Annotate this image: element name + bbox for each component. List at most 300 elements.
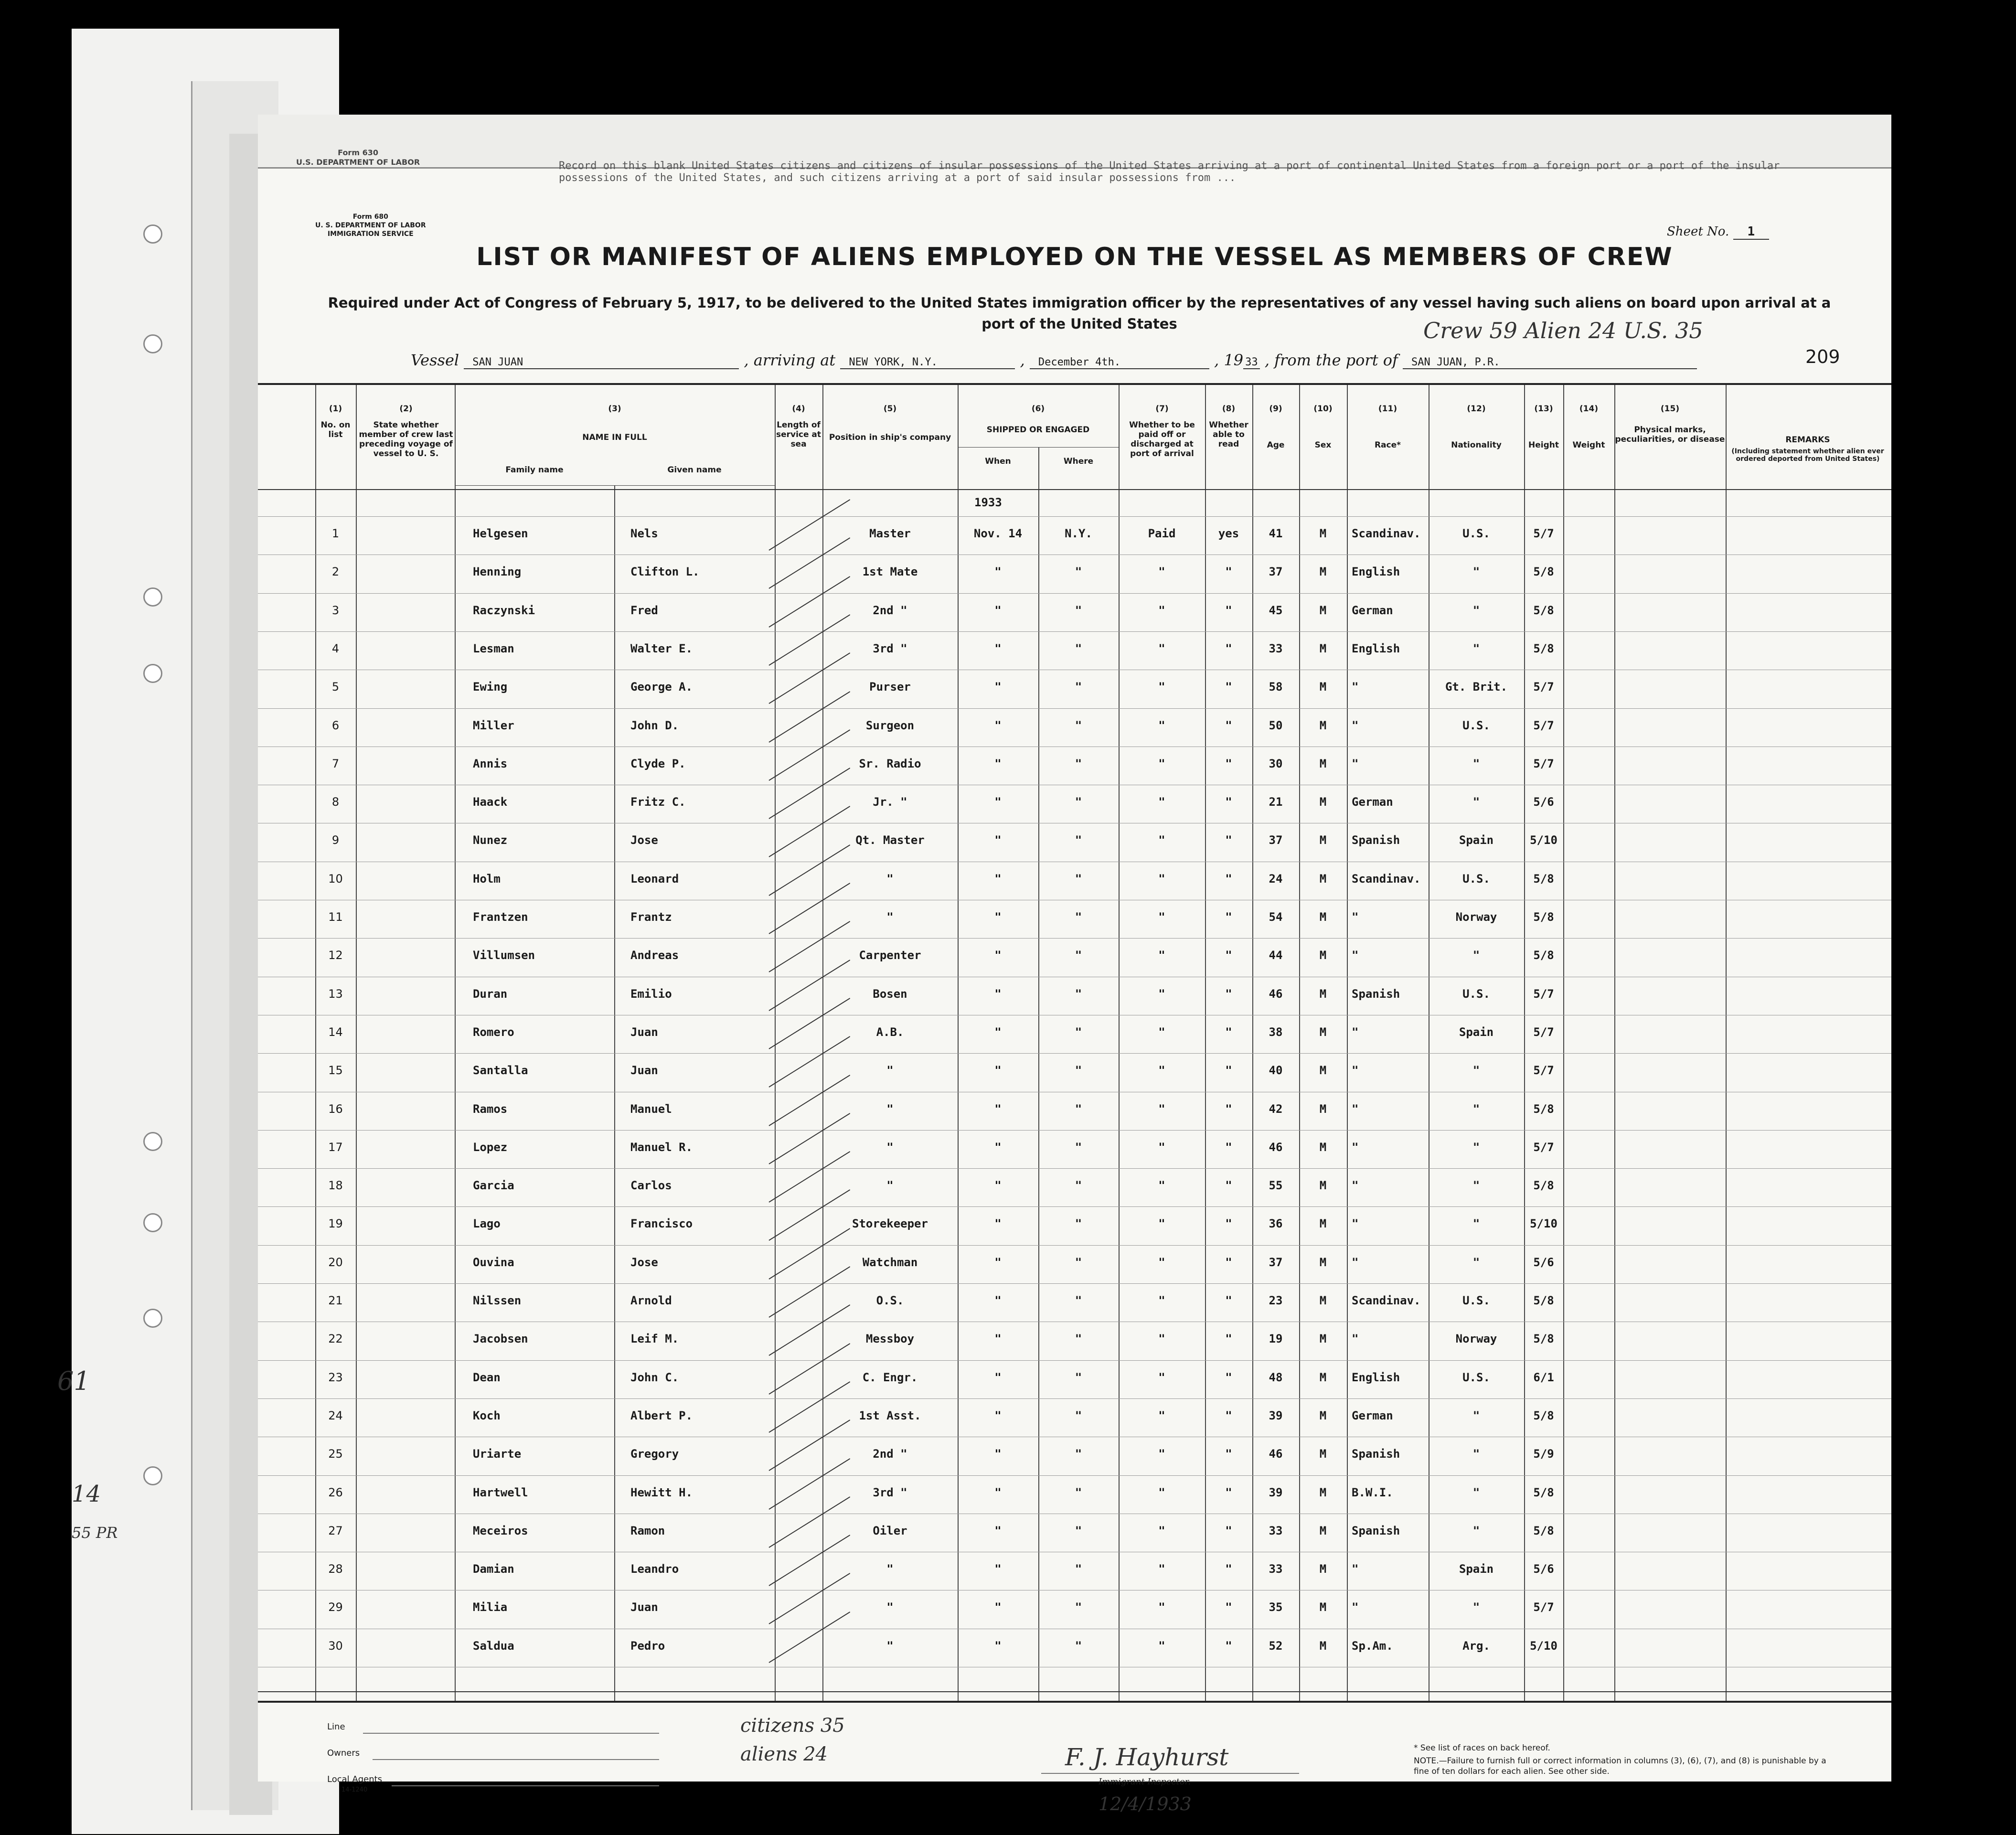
row-family-name: Milia (473, 1600, 508, 1614)
row-position: " (886, 872, 894, 885)
row-nationality: U.S. (1462, 718, 1490, 732)
row-row-number: 3 (331, 603, 340, 617)
row-race: B.W.I. (1352, 1485, 1393, 1499)
row-height: 5/8 (1533, 1102, 1554, 1116)
row-shipped-when: " (994, 872, 1002, 885)
inspector-label: Immigrant Inspector. (1099, 1777, 1191, 1787)
row-nationality: Spain (1459, 833, 1494, 847)
col-no-header: (1) No. on list (320, 404, 351, 439)
row-age: 46 (1269, 1447, 1283, 1461)
row-family-name: Raczynski (473, 603, 535, 617)
row-position: " (886, 1562, 894, 1576)
row-height: 5/7 (1533, 1025, 1554, 1039)
punch-hole (143, 334, 162, 353)
punch-hole (143, 1132, 162, 1151)
row-height: 5/8 (1533, 949, 1554, 962)
row-age: 36 (1269, 1217, 1283, 1231)
row-nationality: " (1472, 1255, 1480, 1269)
row-sex: M (1319, 680, 1327, 694)
row-shipped-where: " (1075, 641, 1082, 655)
punch-hole (143, 1213, 162, 1232)
row-given-name: Arnold (630, 1294, 672, 1307)
row-nationality: " (1472, 1064, 1480, 1078)
row-paid-off: " (1158, 1025, 1165, 1039)
row-paid-off: " (1158, 1332, 1165, 1346)
row-sex: M (1319, 1294, 1327, 1307)
row-paid-off: " (1158, 1447, 1165, 1461)
arrival-year: 33 (1243, 356, 1260, 369)
row-given-name: Nels (630, 527, 658, 540)
row-row-number: 18 (328, 1179, 343, 1193)
footer-races-note: * See list of races on back hereof. (1414, 1743, 1550, 1753)
row-shipped-where: " (1075, 1255, 1082, 1269)
row-race: Spanish (1352, 1447, 1400, 1461)
row-age: 46 (1269, 987, 1283, 1001)
row-able-to-read: " (1225, 910, 1232, 924)
row-row-number: 27 (328, 1524, 343, 1537)
row-sex: M (1319, 1485, 1327, 1499)
row-race: English (1352, 1370, 1400, 1384)
row-race: Scandinav. (1352, 1294, 1421, 1307)
row-row-number: 5 (331, 680, 340, 694)
col-remarks-header: REMARKS (Including statement whether alien ever ordered deported from United States) (1731, 435, 1884, 463)
service-dash (768, 1496, 850, 1548)
footer-agents-label: Local Agents (327, 1774, 383, 1784)
row-position: " (886, 1102, 894, 1116)
row-given-name: Jose (630, 1255, 658, 1269)
row-given-name: Juan (630, 1600, 658, 1614)
row-able-to-read: " (1225, 1217, 1232, 1231)
row-nationality: U.S. (1462, 527, 1490, 540)
row-family-name: Nunez (473, 833, 508, 847)
row-shipped-where: " (1075, 833, 1082, 847)
row-position: Oiler (873, 1524, 907, 1537)
row-height: 5/7 (1533, 1140, 1554, 1154)
row-race: German (1352, 603, 1393, 617)
row-shipped-where: " (1075, 1140, 1082, 1154)
row-family-name: Helgesen (473, 527, 528, 540)
row-height: 5/8 (1533, 641, 1554, 655)
margin-note: 61 (57, 1366, 90, 1396)
row-nationality: U.S. (1462, 1294, 1490, 1307)
row-height: 5/8 (1533, 1332, 1554, 1346)
row-race: " (1352, 1064, 1359, 1078)
row-height: 5/8 (1533, 603, 1554, 617)
row-age: 30 (1269, 757, 1283, 770)
row-family-name: Villumsen (473, 949, 535, 962)
row-shipped-where: " (1075, 757, 1082, 770)
row-nationality: " (1472, 641, 1480, 655)
row-shipped-where: " (1075, 795, 1082, 809)
row-row-number: 9 (331, 833, 340, 847)
service-dash (768, 1611, 850, 1663)
row-age: 46 (1269, 1140, 1283, 1154)
row-height: 5/7 (1533, 1064, 1554, 1078)
row-able-to-read: " (1225, 872, 1232, 885)
service-dash (768, 576, 850, 628)
row-height: 5/10 (1530, 833, 1557, 847)
row-shipped-where: N.Y. (1065, 527, 1092, 540)
row-race: English (1352, 641, 1400, 655)
row-paid-off: " (1158, 1294, 1165, 1307)
row-row-number: 4 (331, 641, 340, 655)
row-able-to-read: " (1225, 1562, 1232, 1576)
row-given-name: Clyde P. (630, 757, 686, 770)
row-nationality: " (1472, 1600, 1480, 1614)
row-sex: M (1319, 872, 1327, 885)
row-height: 5/7 (1533, 680, 1554, 694)
row-age: 23 (1269, 1294, 1283, 1307)
row-age: 41 (1269, 527, 1283, 540)
row-position: " (886, 1140, 894, 1154)
row-able-to-read: " (1225, 795, 1232, 809)
row-race: " (1352, 718, 1359, 732)
row-able-to-read: " (1225, 1639, 1232, 1653)
row-height: 5/7 (1533, 1600, 1554, 1614)
row-paid-off: " (1158, 1064, 1165, 1078)
row-family-name: Garcia (473, 1179, 514, 1193)
row-age: 42 (1269, 1102, 1283, 1116)
row-paid-off: " (1158, 641, 1165, 655)
service-dash (768, 1036, 850, 1088)
footer-owners-label: Owners (327, 1748, 360, 1758)
row-race: German (1352, 795, 1393, 809)
row-family-name: Lago (473, 1217, 501, 1231)
row-height: 5/8 (1533, 1179, 1554, 1193)
row-able-to-read: " (1225, 1294, 1232, 1307)
crew-table (258, 383, 1891, 1703)
row-age: 58 (1269, 680, 1283, 694)
row-sex: M (1319, 949, 1327, 962)
row-given-name: Emilio (630, 987, 672, 1001)
row-race: Spanish (1352, 833, 1400, 847)
row-sex: M (1319, 641, 1327, 655)
row-position: Sr. Radio (859, 757, 921, 770)
punch-hole (143, 1466, 162, 1485)
row-row-number: 23 (328, 1370, 343, 1384)
row-able-to-read: " (1225, 1255, 1232, 1269)
row-given-name: Hewitt H. (630, 1485, 693, 1499)
row-family-name: Damian (473, 1562, 514, 1576)
row-shipped-when: " (994, 1370, 1002, 1384)
crew-count-annotation: Crew 59 Alien 24 U.S. 35 (1423, 318, 1703, 343)
row-shipped-when: " (994, 718, 1002, 732)
row-paid-off: " (1158, 1102, 1165, 1116)
row-paid-off: " (1158, 1408, 1165, 1422)
col-paid-off-header: (7) Whether to be paid off or discharged at port of arrival (1129, 404, 1195, 459)
row-position: 2nd " (873, 1447, 907, 1461)
service-dash (768, 1075, 850, 1126)
row-shipped-when: " (994, 1562, 1002, 1576)
row-age: 38 (1269, 1025, 1283, 1039)
punch-hole (143, 1309, 162, 1328)
row-paid-off: " (1158, 833, 1165, 847)
row-given-name: Pedro (630, 1639, 665, 1653)
row-able-to-read: " (1225, 565, 1232, 579)
row-family-name: Haack (473, 795, 508, 809)
row-position: Jr. " (873, 795, 907, 809)
col-name-header: (3) NAME IN FULL (582, 404, 647, 442)
row-age: 37 (1269, 1255, 1283, 1269)
row-shipped-when: " (994, 680, 1002, 694)
row-nationality: " (1472, 949, 1480, 962)
row-age: 44 (1269, 949, 1283, 962)
col-weight-header: (14) Weight (1572, 404, 1605, 450)
row-paid-off: " (1158, 795, 1165, 809)
row-height: 5/8 (1533, 910, 1554, 924)
row-shipped-where: " (1075, 872, 1082, 885)
row-nationality: " (1472, 1102, 1480, 1116)
row-position: 3rd " (873, 641, 907, 655)
row-given-name: Albert P. (630, 1408, 693, 1422)
row-shipped-where: " (1075, 1485, 1082, 1499)
row-paid-off: " (1158, 1217, 1165, 1231)
row-paid-off: " (1158, 1600, 1165, 1614)
row-family-name: Lopez (473, 1140, 508, 1154)
service-dash (768, 537, 850, 589)
row-age: 33 (1269, 1562, 1283, 1576)
row-sex: M (1319, 833, 1327, 847)
handwritten-citizens-count: citizens 35 (740, 1715, 845, 1737)
row-age: 52 (1269, 1639, 1283, 1653)
row-shipped-when: " (994, 1102, 1002, 1116)
row-shipped-when: " (994, 949, 1002, 962)
row-race: " (1352, 1140, 1359, 1154)
row-position: " (886, 1179, 894, 1193)
row-given-name: Manuel (630, 1102, 672, 1116)
vessel-line: Vessel SAN JUAN , arriving at NEW YORK, N.Y. , December 4th. , 19 33 , from the port of SAN JUAN, P.R. (411, 351, 1891, 369)
row-row-number: 24 (328, 1408, 343, 1422)
page-number: 209 (1805, 346, 1840, 367)
footer-fine-note: NOTE.—Failure to furnish full or correct information in columns (3), (6), (7), and (8) is punishable by a fine of ten dollars for each alien. See other side. (1414, 1756, 1826, 1776)
row-sex: M (1319, 1562, 1327, 1576)
row-shipped-where: " (1075, 987, 1082, 1001)
row-position: 1st Mate (862, 565, 918, 579)
row-shipped-when: " (994, 1064, 1002, 1078)
row-sex: M (1319, 1064, 1327, 1078)
row-height: 5/7 (1533, 987, 1554, 1001)
col-race-header: (11) Race* (1374, 404, 1401, 450)
service-dash (768, 1458, 850, 1510)
row-nationality: " (1472, 1140, 1480, 1154)
sheet-number: Sheet No. 1 (1667, 224, 1769, 239)
row-paid-off: " (1158, 1255, 1165, 1269)
row-able-to-read: " (1225, 1179, 1232, 1193)
row-age: 40 (1269, 1064, 1283, 1078)
row-shipped-when: " (994, 603, 1002, 617)
row-row-number: 17 (328, 1140, 343, 1154)
row-shipped-when: " (994, 1332, 1002, 1346)
punch-hole (143, 664, 162, 683)
row-position: " (886, 1064, 894, 1078)
row-able-to-read: " (1225, 1025, 1232, 1039)
row-race: " (1352, 680, 1359, 694)
form-code: Form 680 U. S. DEPARTMENT OF LABOR IMMIGRATION SERVICE (315, 213, 426, 238)
row-sex: M (1319, 1408, 1327, 1422)
row-sex: M (1319, 757, 1327, 770)
row-paid-off: " (1158, 1639, 1165, 1653)
row-paid-off: " (1158, 603, 1165, 617)
row-row-number: 25 (328, 1447, 343, 1461)
row-shipped-when: " (994, 1447, 1002, 1461)
row-family-name: Jacobsen (473, 1332, 528, 1346)
row-given-name: Carlos (630, 1179, 672, 1193)
col-physical-marks-header: (15) Physical marks, peculiarities, or disease (1615, 404, 1725, 444)
row-nationality: Spain (1459, 1025, 1494, 1039)
row-paid-off: " (1158, 872, 1165, 885)
row-paid-off: " (1158, 1562, 1165, 1576)
row-nationality: Norway (1455, 1332, 1497, 1346)
service-dash (768, 652, 850, 704)
service-dash (768, 844, 850, 896)
row-race: " (1352, 1600, 1359, 1614)
row-given-name: Frantz (630, 910, 672, 924)
row-family-name: Ramos (473, 1102, 508, 1116)
row-nationality: U.S. (1462, 1370, 1490, 1384)
row-shipped-where: " (1075, 1179, 1082, 1193)
row-able-to-read: " (1225, 987, 1232, 1001)
row-row-number: 15 (328, 1064, 343, 1078)
top-form-code: Form 630 U.S. DEPARTMENT OF LABOR (296, 148, 420, 167)
col-shipped-header: (6) SHIPPED OR ENGAGED (986, 404, 1090, 435)
row-age: 48 (1269, 1370, 1283, 1384)
service-dash (768, 1266, 850, 1318)
row-shipped-where: " (1075, 1294, 1082, 1307)
row-race: " (1352, 1255, 1359, 1269)
row-family-name: Nilssen (473, 1294, 522, 1307)
service-dash (768, 1228, 850, 1280)
row-shipped-when: " (994, 1524, 1002, 1537)
row-age: 39 (1269, 1408, 1283, 1422)
row-race: " (1352, 1025, 1359, 1039)
row-nationality: Norway (1455, 910, 1497, 924)
row-nationality: " (1472, 1485, 1480, 1499)
row-race: " (1352, 949, 1359, 962)
row-shipped-when: " (994, 757, 1002, 770)
service-dash (768, 883, 850, 934)
row-position: Storekeeper (852, 1217, 928, 1231)
row-sex: M (1319, 1370, 1327, 1384)
row-height: 5/6 (1533, 1562, 1554, 1576)
row-age: 33 (1269, 1524, 1283, 1537)
row-row-number: 29 (328, 1600, 343, 1614)
service-dash (768, 921, 850, 972)
row-shipped-when: " (994, 641, 1002, 655)
service-dash (768, 1151, 850, 1203)
row-nationality: " (1472, 603, 1480, 617)
row-position: Messboy (865, 1332, 915, 1346)
row-height: 5/6 (1533, 795, 1554, 809)
row-shipped-when: " (994, 1639, 1002, 1653)
col-height-header: (13) Height (1528, 404, 1559, 450)
row-shipped-where: " (1075, 1524, 1082, 1537)
handwritten-aliens-count: aliens 24 (740, 1743, 828, 1765)
row-row-number: 26 (328, 1485, 343, 1499)
row-row-number: 20 (328, 1255, 343, 1269)
row-age: 50 (1269, 718, 1283, 732)
row-shipped-where: " (1075, 603, 1082, 617)
row-row-number: 22 (328, 1332, 343, 1346)
row-row-number: 14 (328, 1025, 343, 1039)
row-shipped-when: " (994, 565, 1002, 579)
row-position: C. Engr. (862, 1370, 918, 1384)
row-sex: M (1319, 987, 1327, 1001)
row-row-number: 13 (328, 987, 343, 1001)
service-dash (768, 806, 850, 858)
row-height: 6/1 (1533, 1370, 1554, 1384)
row-nationality: Gt. Brit. (1445, 680, 1508, 694)
punch-hole (143, 224, 162, 244)
row-shipped-when: " (994, 987, 1002, 1001)
row-sex: M (1319, 527, 1327, 540)
row-sex: M (1319, 1179, 1327, 1193)
row-age: 55 (1269, 1179, 1283, 1193)
row-position: Watchman (862, 1255, 918, 1269)
row-family-name: Hartwell (473, 1485, 528, 1499)
row-row-number: 1 (331, 527, 340, 540)
row-height: 5/6 (1533, 1255, 1554, 1269)
row-able-to-read: " (1225, 1140, 1232, 1154)
row-nationality: Arg. (1462, 1639, 1490, 1653)
row-shipped-when: " (994, 795, 1002, 809)
row-able-to-read: " (1225, 1447, 1232, 1461)
row-family-name: Meceiros (473, 1524, 528, 1537)
row-paid-off: " (1158, 757, 1165, 770)
row-race: " (1352, 1217, 1359, 1231)
row-able-to-read: " (1225, 833, 1232, 847)
row-able-to-read: " (1225, 641, 1232, 655)
service-dash (768, 1381, 850, 1433)
row-shipped-where: " (1075, 1064, 1082, 1078)
row-age: 37 (1269, 565, 1283, 579)
row-family-name: Ewing (473, 680, 508, 694)
row-shipped-when: " (994, 1179, 1002, 1193)
row-race: German (1352, 1408, 1393, 1422)
row-height: 5/8 (1533, 1408, 1554, 1422)
row-nationality: " (1472, 565, 1480, 579)
row-race: Sp.Am. (1352, 1639, 1393, 1653)
row-shipped-where: " (1075, 949, 1082, 962)
row-sex: M (1319, 718, 1327, 732)
row-height: 5/8 (1533, 565, 1554, 579)
service-dash (768, 768, 850, 819)
row-family-name: Annis (473, 757, 508, 770)
year-label: 1933 (974, 496, 1002, 509)
service-dash (768, 1419, 850, 1471)
row-able-to-read: " (1225, 1485, 1232, 1499)
vessel-name: SAN JUAN (464, 356, 739, 369)
row-shipped-where: " (1075, 1639, 1082, 1653)
row-race: Spanish (1352, 1524, 1400, 1537)
row-shipped-where: " (1075, 1562, 1082, 1576)
row-position: " (886, 910, 894, 924)
row-shipped-where: " (1075, 680, 1082, 694)
row-family-name: Saldua (473, 1639, 514, 1653)
service-dash (768, 1190, 850, 1241)
row-race: English (1352, 565, 1400, 579)
row-race: " (1352, 1179, 1359, 1193)
row-age: 35 (1269, 1600, 1283, 1614)
row-family-name: Uriarte (473, 1447, 522, 1461)
row-family-name: Dean (473, 1370, 501, 1384)
arrival-port: NEW YORK, N.Y. (840, 356, 1015, 369)
row-paid-off: Paid (1148, 527, 1176, 540)
row-family-name: Holm (473, 872, 501, 885)
punch-hole (143, 587, 162, 607)
row-shipped-where: " (1075, 718, 1082, 732)
row-row-number: 6 (331, 718, 340, 732)
row-position: Carpenter (859, 949, 921, 962)
